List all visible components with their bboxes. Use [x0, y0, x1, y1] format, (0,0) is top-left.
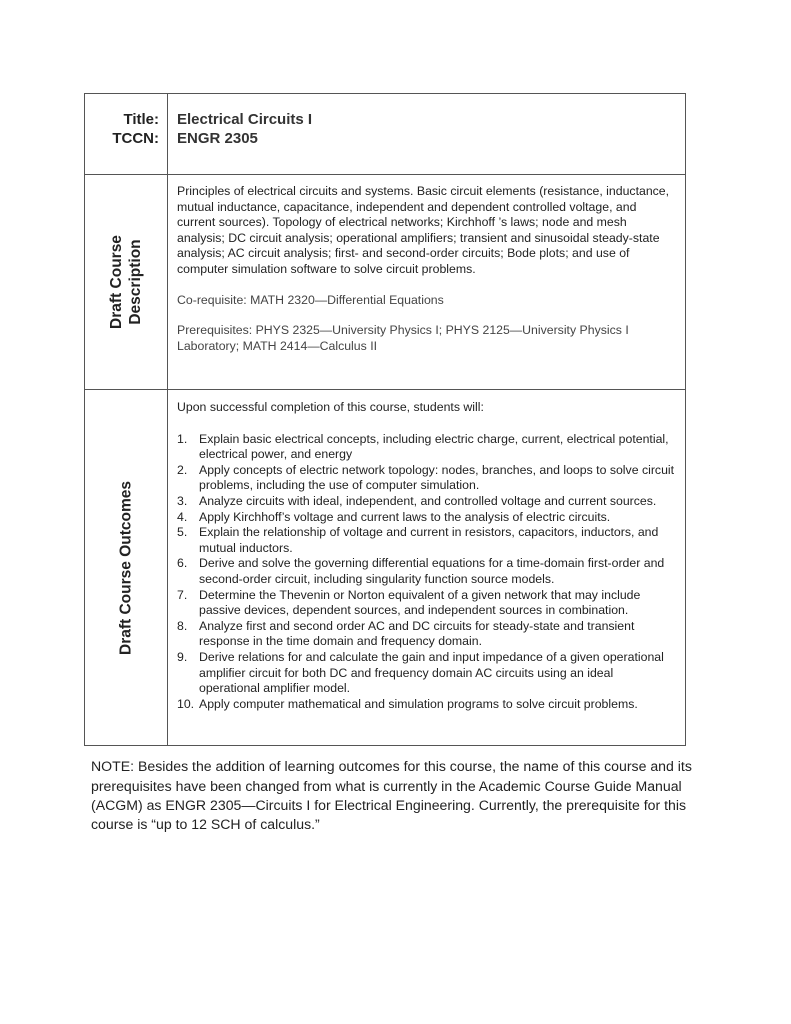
corequisite-text: Co-requisite: MATH 2320—Differential Equations [177, 292, 444, 307]
list-item [177, 588, 677, 619]
outcomes-row [85, 390, 686, 746]
list-item-number: 5. [177, 525, 188, 540]
outcomes-section-label: Draft Course Outcomes [117, 480, 135, 655]
list-item-number: 8. [177, 618, 188, 633]
list-item-number: 1. [177, 431, 188, 446]
list-item-text: Derive relations for and calculate the gain and input impedance of a given operational amplifier circuit for both DC and frequency domain AC circuits using an ideal operational amplifier model. [199, 649, 664, 696]
list-item-text: Analyze first and second order AC and DC circuits for steady-state and transient response in the time domain and frequency domain. [199, 618, 635, 649]
list-item-number: 6. [177, 556, 188, 571]
course-title: Electrical Circuits I [177, 111, 313, 128]
title-row [85, 94, 686, 175]
list-item-number: 7. [177, 587, 188, 602]
list-item-number: 4. [177, 509, 188, 524]
list-item-text: Determine the Thevenin or Norton equivalent of a given network that may include passive devices, dependent sources, and independent sources in combination. [199, 587, 641, 618]
description-label-line2: Description [127, 239, 144, 325]
outcomes-label-cell [85, 390, 168, 746]
title-label: Title: [123, 111, 159, 128]
description-content-cell [168, 175, 686, 390]
list-item-text: Analyze circuits with ideal, independent, and controlled voltage and current sources. [199, 493, 657, 508]
list-item-text: Explain the relationship of voltage and current in resistors, capacitors, inductors, and mutual inductors. [199, 525, 659, 555]
outcomes-intro: Upon successful completion of this course, students will: [177, 400, 484, 414]
list-item [177, 494, 677, 510]
course-table [84, 93, 686, 746]
outcomes-list [177, 432, 677, 713]
list-item [177, 556, 677, 587]
list-item [177, 463, 677, 494]
prerequisites-text: Prerequisites: PHYS 2325—University Physics I; PHYS 2125—University Physics I Laboratory; MATH 2414—Calculus II [177, 323, 629, 353]
title-value-cell [168, 94, 686, 175]
list-item-text: Apply concepts of electric network topology: nodes, branches, and loops to solve circuit problems, including the use of computer simulation. [199, 462, 675, 493]
list-item-text: Apply computer mathematical and simulation programs to solve circuit problems. [199, 696, 638, 711]
course-number: ENGR 2305 [177, 130, 258, 147]
note-paragraph: NOTE: Besides the addition of learning outcomes for this course, the name of this course and its prerequisites have been changed from what is currently in the Academic Course Guide Manual (ACGM) as ENGR 2305—Circuits I for Electrical Engineering. Currently, the prerequisite for this course is “up to 12 SCH of calculus.” [91, 758, 692, 833]
list-item [177, 619, 677, 650]
description-label-line1: Draft Course [108, 235, 125, 329]
description-label-cell [85, 175, 168, 390]
list-item [177, 510, 677, 526]
list-item-number: 2. [177, 462, 188, 477]
title-label-cell [85, 94, 168, 175]
list-item [177, 432, 677, 463]
description-section-label [107, 235, 145, 329]
list-item-text: Apply Kirchhoff’s voltage and current laws to the analysis of electric circuits. [199, 509, 611, 524]
list-item-number: 9. [177, 649, 188, 664]
outcomes-content-cell [168, 390, 686, 746]
list-item-number: 10. [177, 696, 195, 711]
description-body: Principles of electrical circuits and systems. Basic circuit elements (resistance, inductance, mutual inductance, capacitance, independent and dependent controlled voltage, and current sources). Topology of electrical networks; Kirchhoff ’s laws; node and mesh analysis; DC circuit analysis; operational amplifiers; transient and sinusoidal steady-state analysis; AC circuit analysis; first- and second-order circuits; Bode plots; and use of computer simulation software to solve circuit problems. [177, 184, 670, 276]
list-item-text: Derive and solve the governing differential equations for a time-domain first-order and second-order circuit, including singularity function source models. [199, 556, 665, 586]
list-item-number: 3. [177, 493, 188, 508]
description-row [85, 175, 686, 390]
tccn-label: TCCN: [112, 130, 159, 147]
list-item-text: Explain basic electrical concepts, including electric charge, current, electrical potential, electrical power, and energy [199, 431, 669, 462]
list-item [177, 650, 677, 697]
list-item [177, 697, 677, 713]
list-item [177, 525, 677, 556]
